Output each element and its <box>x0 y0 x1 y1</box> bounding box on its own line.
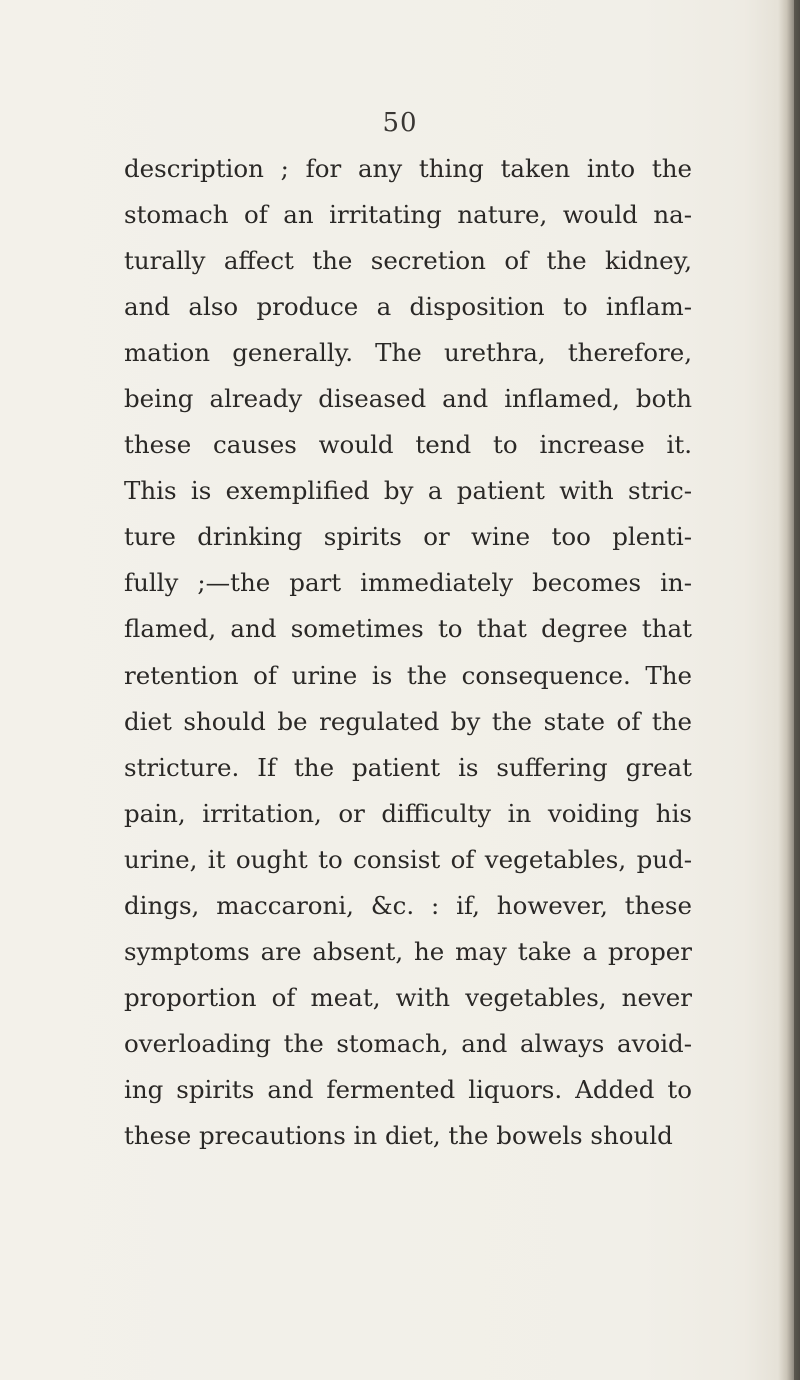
text-line: proportion of meat, with vegetables, never <box>124 982 692 1012</box>
page-number: 50 <box>382 108 418 138</box>
text-line: fully ;—the part immediately becomes in- <box>124 568 692 598</box>
text-line: turally affect the secretion of the kidney, <box>124 246 692 276</box>
text-line: retention of urine is the consequence. The <box>124 660 692 690</box>
body-text <box>124 146 692 1159</box>
text-line: symptoms are absent, he may take a proper <box>124 936 692 966</box>
text-line: diet should be regulated by the state of the <box>124 706 692 736</box>
text-line: overloading the stomach, and always avoid- <box>124 1028 692 1058</box>
text-line: mation generally. The urethra, therefore, <box>124 338 692 368</box>
text-line: This is exemplified by a patient with stric- <box>124 476 692 506</box>
text-line: being already diseased and inflamed, both <box>124 384 692 414</box>
text-line: these causes would tend to increase it. <box>124 430 692 460</box>
text-line: urine, it ought to consist of vegetables, pud- <box>124 844 692 874</box>
text-line: and also produce a disposition to inflam- <box>124 292 692 322</box>
text-line: ture drinking spirits or wine too plenti- <box>124 522 692 552</box>
text-line: dings, maccaroni, &c. : if, however, these <box>124 890 692 920</box>
text-line: flamed, and sometimes to that degree that <box>124 614 692 644</box>
text-line: pain, irritation, or difficulty in voiding his <box>124 798 692 828</box>
text-line: stomach of an irritating nature, would na- <box>124 200 692 230</box>
text-line: these precautions in diet, the bowels should <box>124 1120 673 1150</box>
text-line: stricture. If the patient is suffering great <box>124 752 692 782</box>
binding-edge <box>794 0 800 1380</box>
text-line: ing spirits and fermented liquors. Added to <box>124 1074 692 1104</box>
text-line: description ; for any thing taken into the <box>124 154 692 183</box>
